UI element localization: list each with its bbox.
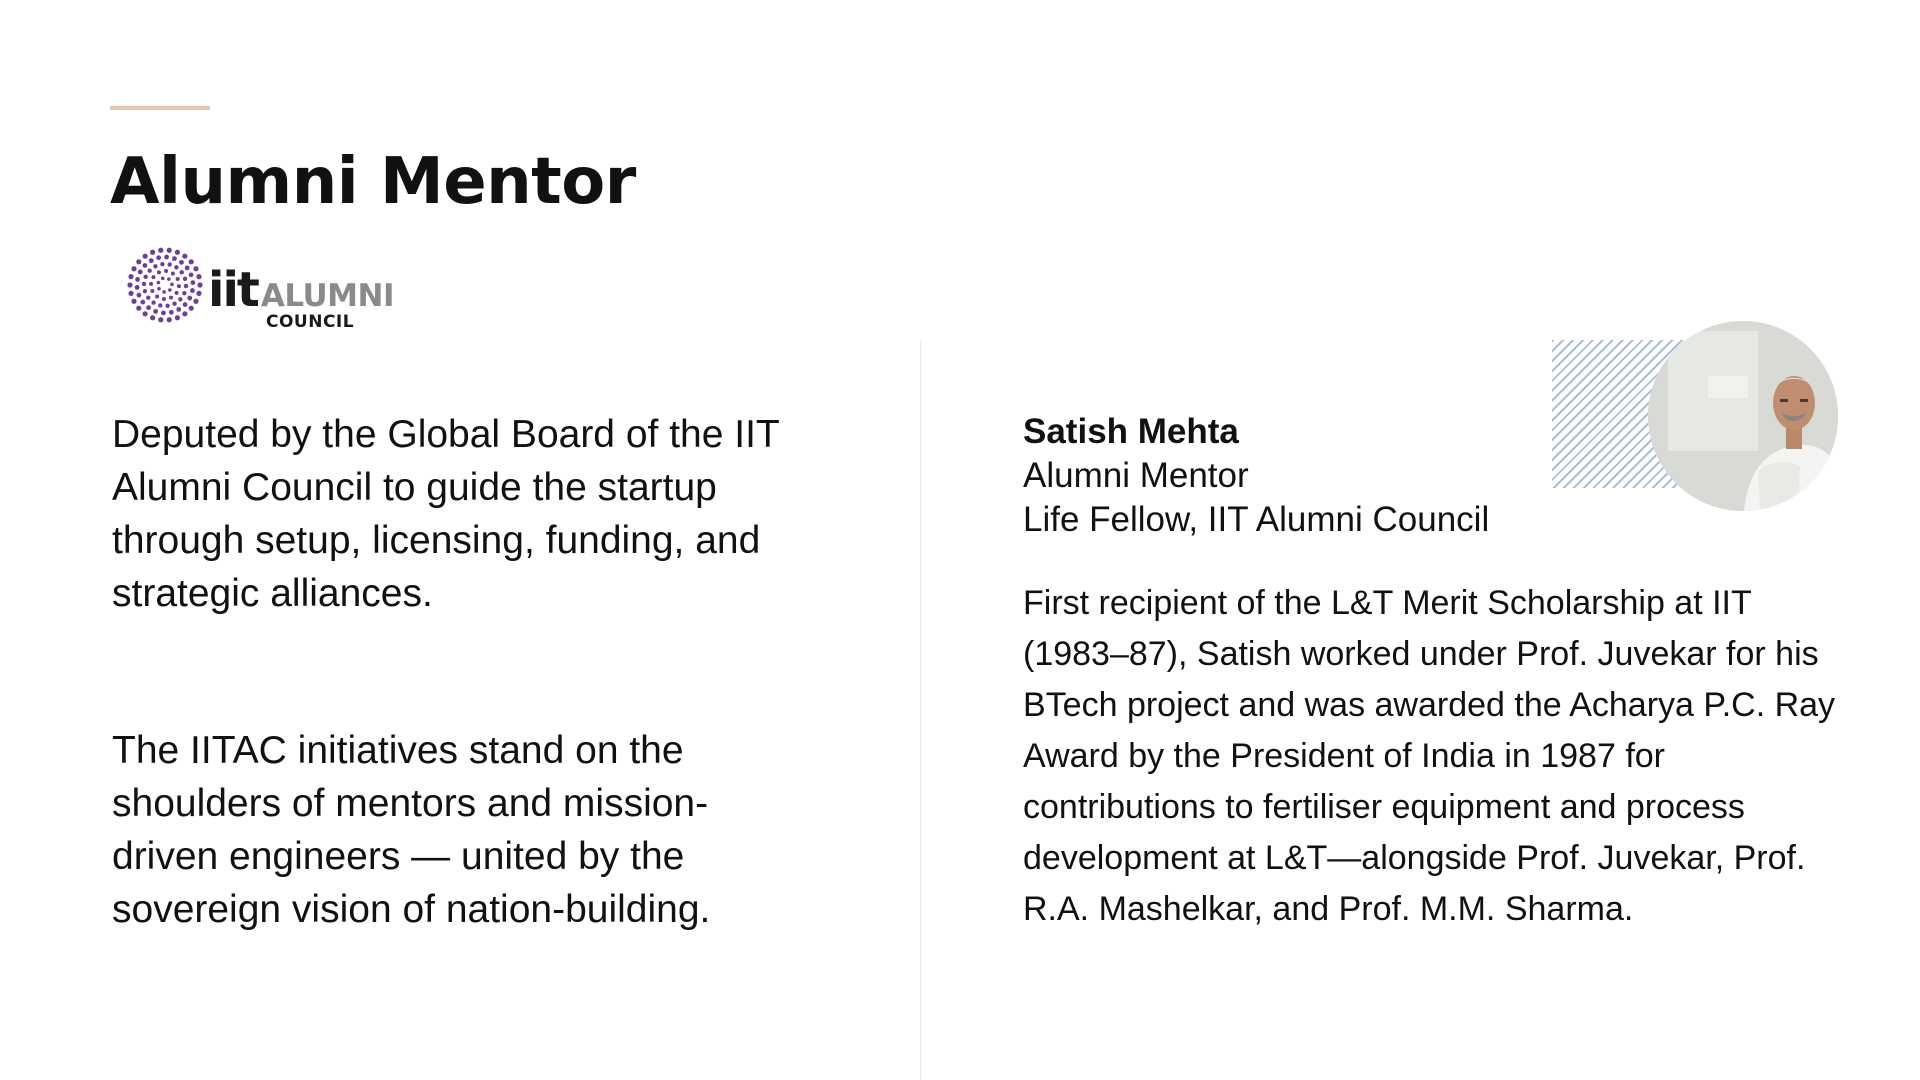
logo-dot xyxy=(189,272,194,277)
logo-dot xyxy=(167,277,171,281)
logo-dot xyxy=(182,311,187,316)
logo-wordmark xyxy=(208,262,394,318)
logo-dot xyxy=(176,307,181,312)
mentor-info xyxy=(1023,410,1489,542)
logo-wordmark-alumni: ALUMNI xyxy=(260,278,394,314)
logo-dot xyxy=(180,270,184,274)
logo-dot xyxy=(147,269,151,273)
column-divider xyxy=(920,340,921,1080)
logo-dot xyxy=(167,317,172,322)
logo-dot xyxy=(150,250,155,255)
logo-dot xyxy=(128,291,133,296)
logo-dot xyxy=(174,265,178,269)
logo-dot xyxy=(196,291,201,296)
mentor-bio: First recipient of the L&T Merit Scholarship at IIT (1983–87), Satish worked under Prof. Juvekar for his BTech project and was awarded the Acharya P.C. Ray Award by the President of India in 1987 for contributions to fertiliser equipment and process development at L&T—alongside Prof. Juvekar, Prof. R.A. Mashelkar, and Prof. M.M. Sharma. xyxy=(1023,584,1836,928)
logo-dot xyxy=(155,295,159,299)
logo-dot xyxy=(189,259,194,264)
logo-dot xyxy=(179,260,184,265)
logo-dot xyxy=(138,270,143,275)
logo-dot xyxy=(151,275,155,279)
logo-dot xyxy=(190,288,195,293)
logo-dot xyxy=(191,280,196,285)
mentor-portrait-image xyxy=(1648,321,1838,511)
logo-dot xyxy=(171,271,175,275)
logo-dot xyxy=(143,275,147,279)
logo-dot xyxy=(182,291,186,295)
mentor-role: Alumni Mentor xyxy=(1023,456,1249,495)
logo-dot xyxy=(177,284,181,288)
logo-dot xyxy=(164,255,169,260)
logo-dot xyxy=(193,266,198,271)
logo-dot xyxy=(158,303,162,307)
logo-dot xyxy=(162,290,166,294)
logo-dot xyxy=(170,283,174,287)
logo-dot xyxy=(168,288,172,292)
logo-dot xyxy=(150,315,155,320)
logo-dot xyxy=(197,282,202,287)
logo-dot xyxy=(143,263,148,268)
logo-dot xyxy=(169,296,173,300)
logo-dot xyxy=(142,282,146,286)
logo-dot xyxy=(157,270,161,274)
logo-dot xyxy=(182,254,187,259)
logo-dot xyxy=(128,274,133,279)
logo-dot xyxy=(158,248,163,253)
logo-dot xyxy=(164,269,168,273)
logo-dot xyxy=(153,264,157,268)
logo-dot xyxy=(178,297,182,301)
logo-dot xyxy=(187,296,192,301)
logo-dot xyxy=(176,277,180,281)
logo-dot xyxy=(137,293,142,298)
logo-dot xyxy=(189,306,194,311)
logo-dot xyxy=(131,266,136,271)
logo-dot xyxy=(165,304,169,308)
logo-dot xyxy=(153,309,158,314)
logo-dot xyxy=(127,282,132,287)
logo-dot xyxy=(158,317,163,322)
logo-dot xyxy=(151,300,155,304)
logo-dot xyxy=(160,262,164,266)
logo-dot xyxy=(169,310,174,315)
logo-dot xyxy=(196,274,201,279)
logo-dot xyxy=(140,300,145,305)
mentor-name: Satish Mehta xyxy=(1023,412,1239,451)
logo-dot xyxy=(136,306,141,311)
logo-dot xyxy=(184,284,188,288)
logo-dot xyxy=(146,295,150,299)
mentor-affiliation: Life Fellow, IIT Alumni Council xyxy=(1023,500,1490,539)
page-title: Alumni Mentor xyxy=(110,145,636,219)
logo-dot xyxy=(131,299,136,304)
logo-dot xyxy=(172,256,177,261)
iit-alumni-council-logo xyxy=(126,246,416,336)
logo-dot xyxy=(136,259,141,264)
dot-ring-icon xyxy=(126,246,204,324)
logo-wordmark-council: COUNCIL xyxy=(266,312,355,332)
logo-dot xyxy=(172,302,176,306)
logo-dot xyxy=(146,305,151,310)
logo-dot xyxy=(162,297,166,301)
iitac-initiatives-paragraph: The IITAC initiatives stand on the shoulders of mentors and mission-driven engineers — united by the sovereign vision of nation-building. xyxy=(112,729,711,931)
logo-dot xyxy=(143,289,147,293)
title-accent-line xyxy=(110,106,210,110)
logo-dot xyxy=(183,277,187,281)
logo-dot xyxy=(185,266,190,271)
logo-dot xyxy=(150,289,154,293)
mentor-photo xyxy=(1648,321,1838,511)
logo-dot xyxy=(157,281,161,285)
logo-dot xyxy=(161,277,165,281)
logo-dot xyxy=(183,302,188,307)
logo-dot xyxy=(149,282,153,286)
logo-dot xyxy=(167,248,172,253)
logo-wordmark-iit: iit xyxy=(208,262,258,318)
logo-dot xyxy=(167,262,171,266)
logo-dot xyxy=(193,299,198,304)
logo-dot xyxy=(175,315,180,320)
logo-dot xyxy=(143,254,148,259)
logo-dot xyxy=(135,277,140,282)
logo-dot xyxy=(149,258,154,263)
logo-dot xyxy=(175,250,180,255)
logo-dot xyxy=(161,311,166,316)
logo-dot xyxy=(157,287,161,291)
logo-dot xyxy=(175,291,179,295)
logo-dot xyxy=(143,311,148,316)
logo-dot xyxy=(156,255,161,260)
logo-dot xyxy=(135,285,140,290)
mentor-mandate-paragraph: Deputed by the Global Board of the IIT Alumni Council to guide the startup through setup, licensing, funding, and strategic alliances. xyxy=(112,413,780,615)
